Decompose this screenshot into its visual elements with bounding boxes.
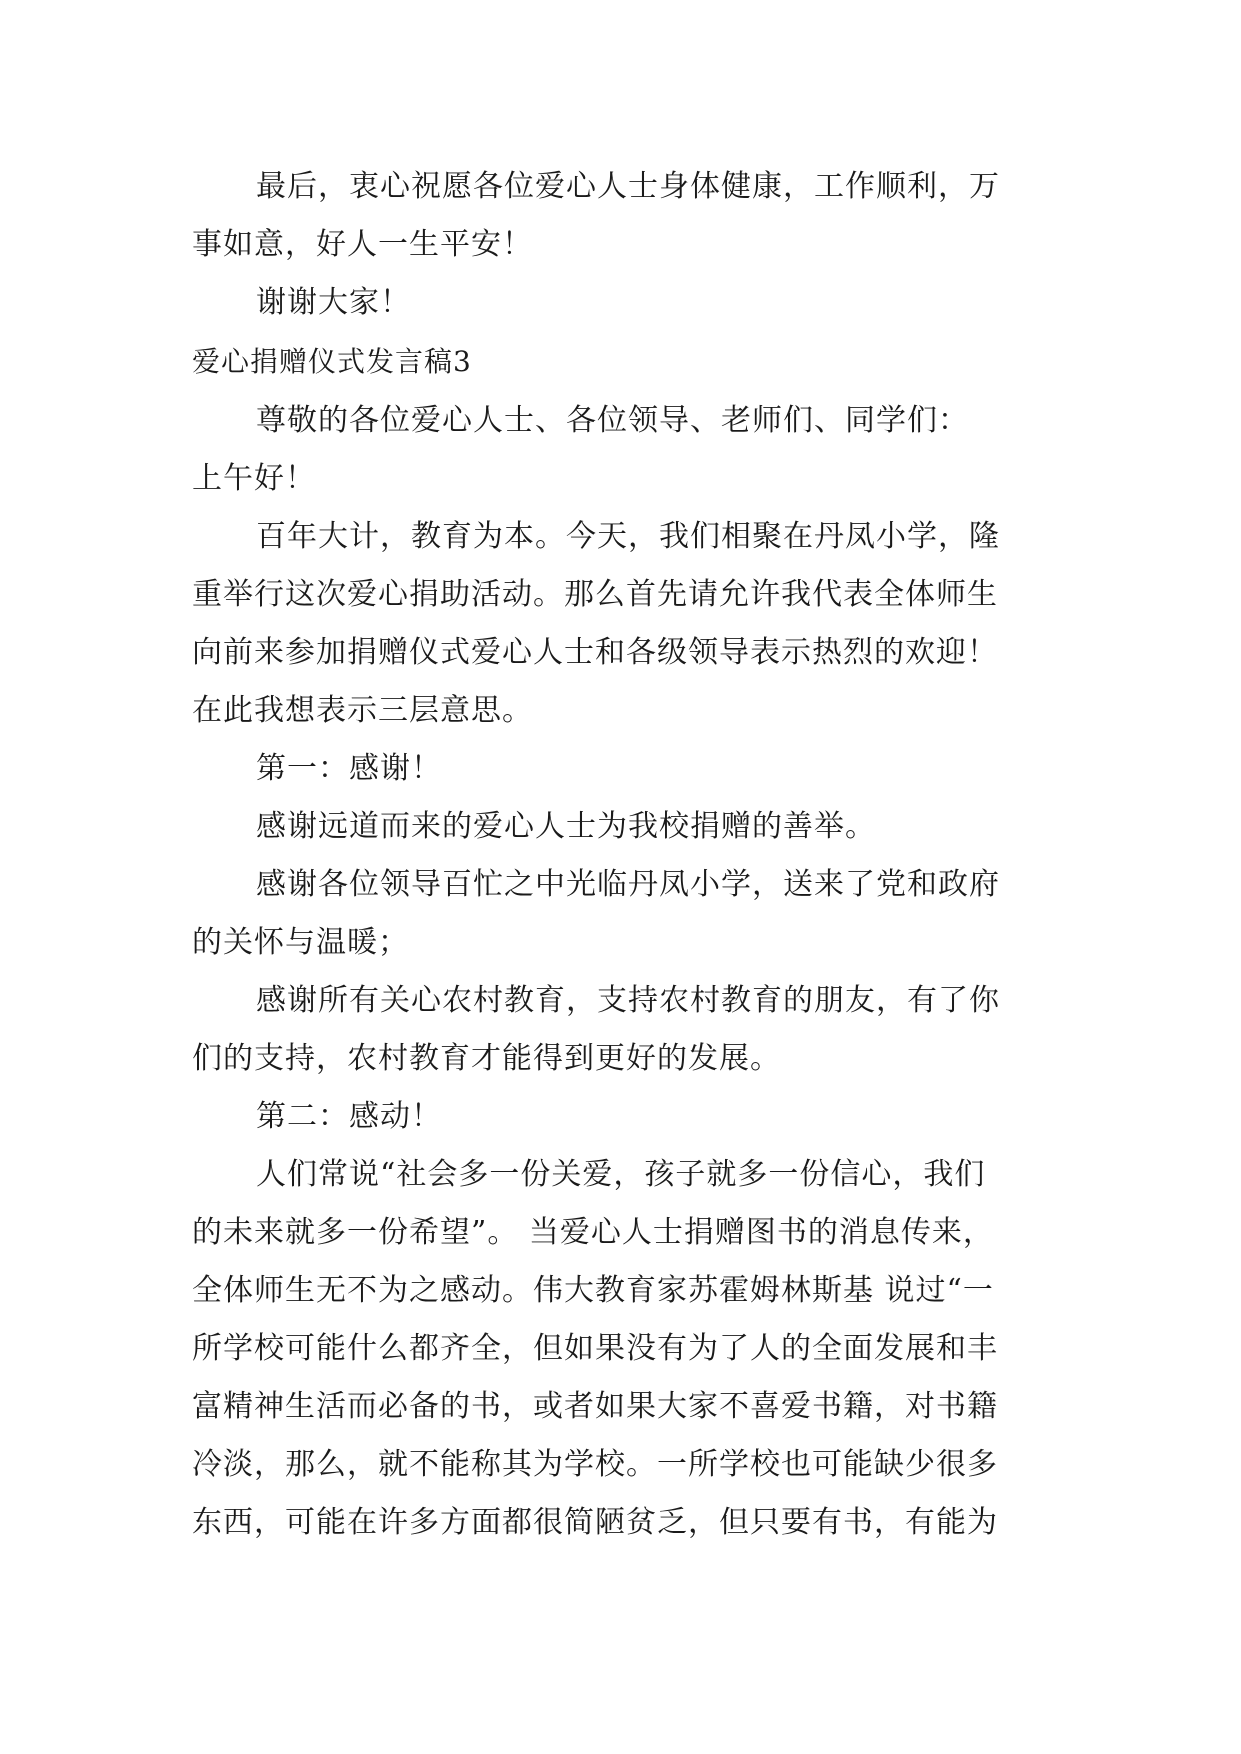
paragraph-line: 事如意，好人一生平安！ — [192, 227, 533, 262]
paragraph-line: 向前来参加捐赠仪式爱心人士和各级领导表示热烈的欢迎！ — [192, 635, 998, 670]
paragraph-line: 上午好！ — [192, 461, 316, 496]
document-page — [192, 158, 1052, 1552]
paragraph-line: 感谢各位领导百忙之中光临丹凤小学，送来了党和政府 — [256, 867, 1000, 902]
paragraph-line: 东西，可能在许多方面都很简陋贫乏，但只要有书，有能为 — [192, 1505, 998, 1540]
paragraph-line: 在此我想表示三层意思。 — [192, 693, 533, 728]
paragraph-line: 第二：感动！ — [256, 1099, 442, 1134]
paragraph-line: 人们常说“社会多一份关爱，孩子就多一份信心，我们 — [256, 1157, 986, 1192]
paragraph-line: 冷淡，那么，就不能称其为学校。一所学校也可能缺少很多 — [192, 1447, 998, 1482]
paragraph-line: 重举行这次爱心捐助活动。那么首先请允许我代表全体师生 — [192, 577, 998, 612]
paragraph-line: 的关怀与温暖； — [192, 925, 409, 960]
paragraph-line: 最后，衷心祝愿各位爱心人士身体健康，工作顺利，万 — [256, 169, 1000, 204]
paragraph-line: 所学校可能什么都齐全，但如果没有为了人的全面发展和丰 — [192, 1331, 998, 1366]
paragraph-line: 全体师生无不为之感动。伟大教育家苏霍姆林斯基 说过“一 — [192, 1273, 994, 1308]
paragraph-line: 尊敬的各位爱心人士、各位领导、老师们、同学们： — [256, 403, 969, 438]
paragraph-line: 感谢远道而来的爱心人士为我校捐赠的善举。 — [256, 809, 876, 844]
paragraph-line: 第一：感谢！ — [256, 751, 442, 786]
paragraph-line: 富精神生活而必备的书，或者如果大家不喜爱书籍，对书籍 — [192, 1389, 998, 1424]
paragraph-line: 谢谢大家！ — [256, 285, 411, 320]
paragraph-line: 百年大计，教育为本。今天，我们相聚在丹凤小学，隆 — [256, 519, 1000, 554]
section-heading: 爱心捐赠仪式发言稿3 — [192, 345, 472, 378]
paragraph-line: 感谢所有关心农村教育，支持农村教育的朋友，有了你 — [256, 983, 1000, 1018]
paragraph-line: 们的支持，农村教育才能得到更好的发展。 — [192, 1041, 781, 1076]
paragraph-line: 的未来就多一份希望”。 当爱心人士捐赠图书的消息传来， — [192, 1215, 994, 1250]
